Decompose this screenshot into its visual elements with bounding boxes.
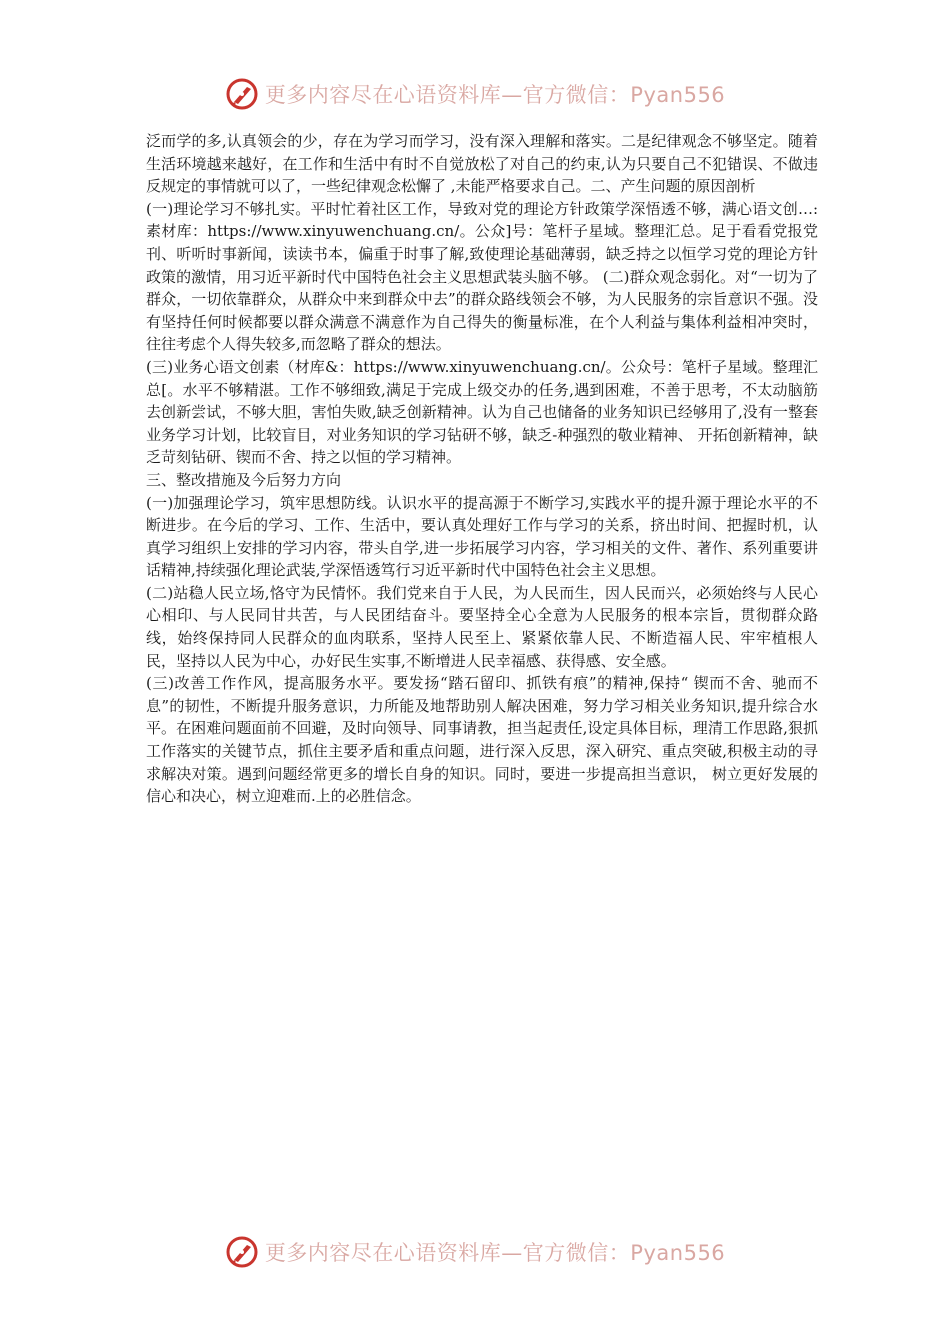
paragraph: (三)业务心语文创素（材库&：https://www.xinyuwenchuang.cn/。公众号：笔杆子星域。整理汇总[。水平不够精湛。工作不够细致,满足于完成上级交办的任务,遇到困难，不善于思考，不太动脑筋去创新尝试，不够大胆，害怕失败,缺乏创新精神。认为自己也储备的业务知识已经够用了,没有一整套业务学习计划，比较盲目，对业务知识的学习钻研不够，缺乏-种强烈的敬业精神、 开拓创新精神，缺乏苛刻钻研、锲而不舍、持之以恒的学习精神。 xyxy=(146,357,818,467)
document-body xyxy=(146,130,818,808)
paragraph: (三)改善工作作风，提高服务水平。要发扬“踏石留印、抓铁有痕”的精神,保持“ 锲而不舍、驰而不息”的韧性，不断提升服务意识，力所能及地帮助别人解决困难，努力学习相关业务知识,提升综合水平。在困难问题面前不回避，及时向领导、同事请教，担当起责任,设定具体目标，理清工作思路,狠抓工作落实的关键节点，抓住主要矛盾和重点问题，进行深入反思，深入研究、重点突破,积极主动的寻求解决对策。遇到问题经常更多的增长自身的知识。同时，要进一步提高担当意识， 树立更好发展的信心和决心，树立迎难而.上的必胜信念。 xyxy=(146,674,818,806)
pen-nib-logo-icon xyxy=(225,77,259,111)
footer-banner xyxy=(0,1232,950,1272)
pen-nib-logo-icon xyxy=(225,1235,259,1269)
header-banner-text: 更多内容尽在心语资料库—官方微信：Pyan556 xyxy=(264,83,726,107)
paragraph: (一)理论学习不够扎实。平时忙着社区工作，导致对党的理论方针政策学深悟透不够，满心语文创…:素材库：https://www.xinyuwenchuang.cn/。公众]号：笔杆子星域。整理汇总。足于看看党报党刊、听听时事新闻，读读书本，偏重于时事了解,致使理论基础薄弱，缺乏持之以恒学习党的理论方针政策的激情，用习近平新时代中国特色社会主义思想武装头脑不够。 (二)群众观念弱化。对“一切为了群众，一切依靠群众，从群众中来到群众中去”的群众路线领会不够，为人民服务的宗旨意识不强。没有坚持任何时候都要以群众满意不满意作为自己得失的衡量标准，在个人利益与集体利益相冲突时，往往考虑个人得失较多,而忽略了群众的想法。 xyxy=(146,199,818,354)
section-heading: 三、整改措施及今后努力方向 xyxy=(146,470,342,489)
paragraph: 泛而学的多,认真领会的少，存在为学习而学习，没有深入理解和落实。二是纪律观念不够坚定。随着生活环境越来越好，在工作和生活中有时不自觉放松了对自己的约束,认为只要自己不犯错误、不做违反规定的事情就可以了，一些纪律观念松懈了 ,未能严格要求自己。二、产生问题的原因剖析 xyxy=(146,132,818,196)
paragraph: (二)站稳人民立场,恪守为民情怀。我们党来自于人民，为人民而生，因人民而兴，必须始终与人民心心相印、与人民同甘共苦，与人民团结奋斗。要坚持全心全意为人民服务的根本宗旨，贯彻群众路线，始终保持同人民群众的血肉联系，坚持人民至上、紧紧依靠人民、不断造福人民、牢牢植根人民，坚持以人民为中心，办好民生实事,不断增进人民幸福感、获得感、安全感。 xyxy=(146,583,818,670)
header-banner xyxy=(0,74,950,114)
paragraph: (一)加强理论学习，筑牢思想防线。认识水平的提高源于不断学习,实践水平的提升源于理论水平的不断进步。在今后的学习、工作、生活中，要认真处理好工作与学习的关系，挤出时间、把握时机，认真学习组织上安排的学习内容，带头自学,进一步拓展学习内容，学习相关的文件、著作、系列重要讲话精神,持续强化理论武装,学深悟透笃行习近平新时代中国特色社会主义思想。 xyxy=(146,493,818,580)
footer-banner-text: 更多内容尽在心语资料库—官方微信：Pyan556 xyxy=(264,1241,726,1265)
